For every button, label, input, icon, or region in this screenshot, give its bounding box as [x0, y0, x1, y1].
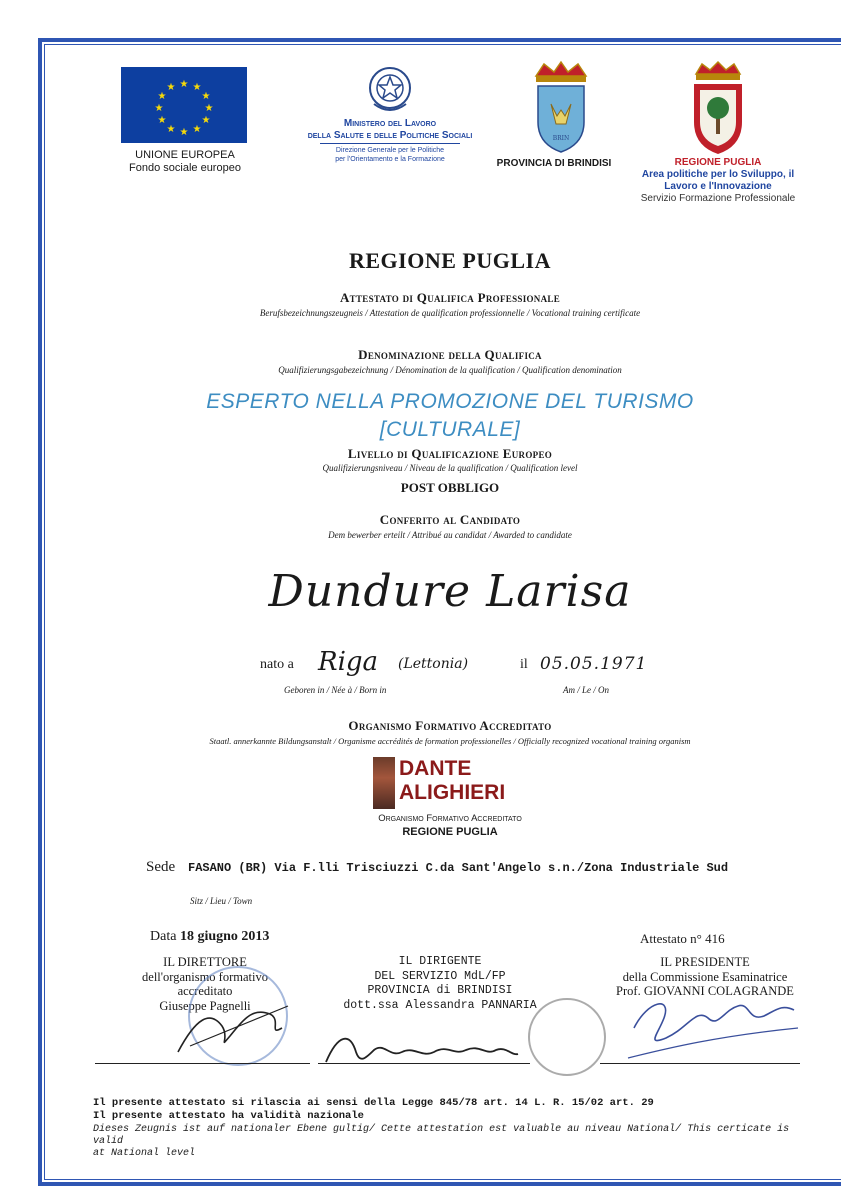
eu-caption-line2: Fondo sociale europeo	[129, 162, 241, 174]
svg-text:★: ★	[201, 91, 211, 102]
svg-text:★: ★	[179, 79, 189, 90]
attestato-number: Attestato n° 416	[640, 931, 725, 946]
svg-text:★: ★	[204, 103, 214, 114]
svg-text:BRIN: BRIN	[552, 135, 570, 142]
footer-line3: Dieses Zeugnis ist auf nationaler Ebene gultig/ Cette attestation est valuable au niveau National/ This certicate is valid	[93, 1124, 790, 1147]
direttore-signature-icon	[170, 988, 300, 1068]
dante-region: REGIONE PUGLIA	[402, 826, 498, 838]
dirigente-name: dott.ssa Alessandra PANNARIA	[343, 998, 537, 1012]
nato-label: nato a	[260, 657, 294, 672]
dirigente-line3: PROVINCIA di BRINDISI	[367, 984, 513, 997]
conferito-translation: Dem bewerber erteilt / Attribué au candidat / Awarded to candidate	[328, 530, 572, 540]
ministry-caption-line4: per l'Orientamento e la Formazione	[335, 156, 445, 163]
italian-republic-emblem-icon	[366, 64, 414, 116]
document-title: REGIONE PUGLIA	[349, 248, 551, 273]
provincia-stamp-icon	[528, 998, 606, 1076]
presidente-line2: della Commissione Esaminatrice	[622, 969, 788, 984]
direttore-line2: dell'organismo formativo	[142, 969, 268, 984]
livello-value: POST OBBLIGO	[400, 480, 500, 495]
dirigente-signature-icon	[320, 1028, 530, 1074]
dante-logo-line1: DANTE	[399, 757, 472, 780]
eu-caption-line1: UNIONE EUROPEA	[135, 149, 235, 161]
direttore-line3: accreditato	[177, 984, 233, 998]
svg-text:★: ★	[179, 127, 189, 138]
qualification-title-line2: [CULTURALE]	[379, 418, 521, 441]
footer-line1: Il presente attestato si rilascia ai sensi della Legge 845/78 art. 14 L. R. 15/02 art. 29	[93, 1097, 654, 1109]
presidente-signature-line	[600, 1063, 800, 1064]
birth-place-note: (Lettonia)	[398, 656, 469, 672]
dirigente-line2: DEL SERVIZIO MdL/FP	[374, 969, 506, 983]
eu-flag-icon	[121, 67, 247, 143]
attestato-translation: Berufsbezeichnungszeugneis / Attestation de qualification professionnelle / Vocational training certificate	[259, 308, 641, 318]
svg-text:★: ★	[201, 115, 211, 126]
presidente-title: IL PRESIDENTE	[660, 955, 750, 969]
denominazione-heading: Denominazione della Qualifica	[358, 347, 542, 362]
footer-legal	[93, 1097, 813, 1123]
provincia-caption: PROVINCIA DI BRINDISI	[496, 158, 612, 169]
conferito-heading: Conferito al Candidato	[379, 512, 521, 527]
footer-line4: at National level	[93, 1148, 196, 1159]
ministry-caption-line1: Ministero del Lavoro	[343, 118, 437, 129]
presidente-name: Prof. GIOVANNI COLAGRANDE	[616, 984, 794, 998]
livello-heading: Livello di Qualificazione Europeo	[347, 446, 553, 461]
regione-caption-line4: Servizio Formazione Professionale	[640, 193, 796, 204]
dante-portrait-icon	[373, 757, 395, 809]
dante-alighieri-logo	[373, 757, 506, 809]
footer-line2: Il presente attestato ha validità nazionale	[93, 1110, 364, 1122]
organismo-heading: Organismo Formativo Accreditato	[348, 718, 552, 733]
direttore-signature-line	[95, 1063, 310, 1064]
svg-text:★: ★	[157, 91, 167, 102]
qualification-title-line1: ESPERTO NELLA PROMOZIONE DEL TURISMO	[206, 390, 694, 413]
regione-caption-line1: REGIONE PUGLIA	[674, 157, 762, 168]
date-label: Data	[150, 929, 177, 944]
provincia-brindisi-crest-icon	[524, 60, 598, 156]
dirigente-signature-line	[318, 1063, 530, 1064]
dante-logo-text	[399, 757, 509, 805]
regione-caption	[628, 157, 808, 205]
dante-logo-line2: ALIGHIERI	[399, 781, 506, 804]
svg-text:★: ★	[166, 124, 176, 135]
dirigente-title: IL DIRIGENTE	[398, 955, 482, 968]
regione-caption-line3: Lavoro e l'Innovazione	[664, 181, 772, 192]
svg-text:★: ★	[154, 103, 164, 114]
candidate-name: Dundure Larisa	[268, 566, 632, 617]
regione-puglia-crest-icon	[690, 60, 746, 156]
presidente-signature-icon	[618, 988, 808, 1068]
svg-text:★: ★	[192, 124, 202, 135]
ministry-caption-line2: della Salute e delle Politiche Sociali	[307, 130, 473, 141]
regione-caption-line2: Area politiche per lo Sviluppo, il	[641, 169, 795, 180]
eu-caption	[105, 149, 265, 175]
direttore-title: IL DIRETTORE	[163, 955, 247, 969]
birth-place: Riga	[318, 647, 379, 677]
dante-subtitle: Organismo Formativo Accreditato	[378, 813, 522, 824]
denominazione-translation: Qualifizierungsgabezeichnung / Dénomination de la qualification / Qualification denomination	[278, 365, 622, 375]
sede-translation: Sitz / Lieu / Town	[190, 896, 253, 906]
ministry-subcaption	[300, 146, 480, 164]
svg-text:★: ★	[192, 82, 202, 93]
svg-text:★: ★	[166, 82, 176, 93]
footer-validity-translation	[93, 1124, 813, 1160]
sede-address: FASANO (BR) Via F.lli Trisciuzzi C.da Sant'Angelo s.n./Zona Industriale Sud	[188, 861, 729, 875]
il-label: il	[520, 657, 528, 672]
ministry-divider	[320, 143, 460, 144]
svg-text:★: ★	[157, 115, 167, 126]
signatory-dirigente	[340, 955, 540, 1013]
birth-date: 05.05.1971	[540, 654, 648, 674]
ministry-caption-line3: Direzione Generale per le Politiche	[335, 147, 445, 154]
date-value: 18 giugno 2013	[179, 929, 270, 944]
direttore-name: Giuseppe Pagnelli	[159, 998, 251, 1013]
date-row	[150, 929, 269, 945]
sede-label: Sede	[146, 859, 176, 875]
organismo-translation: Staatl. annerkannte Bildungsanstalt / Organisme accrédités de formation professionelles / Officially recognized vocational training organism	[209, 736, 691, 746]
birth-date-translation: Am / Le / On	[563, 685, 609, 695]
ministry-caption	[300, 118, 480, 142]
attestato-heading: Attestato di Qualifica Professionale	[339, 290, 561, 305]
livello-translation: Qualifizierungsniveau / Niveau de la qualification / Qualification level	[322, 463, 578, 473]
birth-place-translation: Geboren in / Née à / Born in	[284, 685, 387, 695]
